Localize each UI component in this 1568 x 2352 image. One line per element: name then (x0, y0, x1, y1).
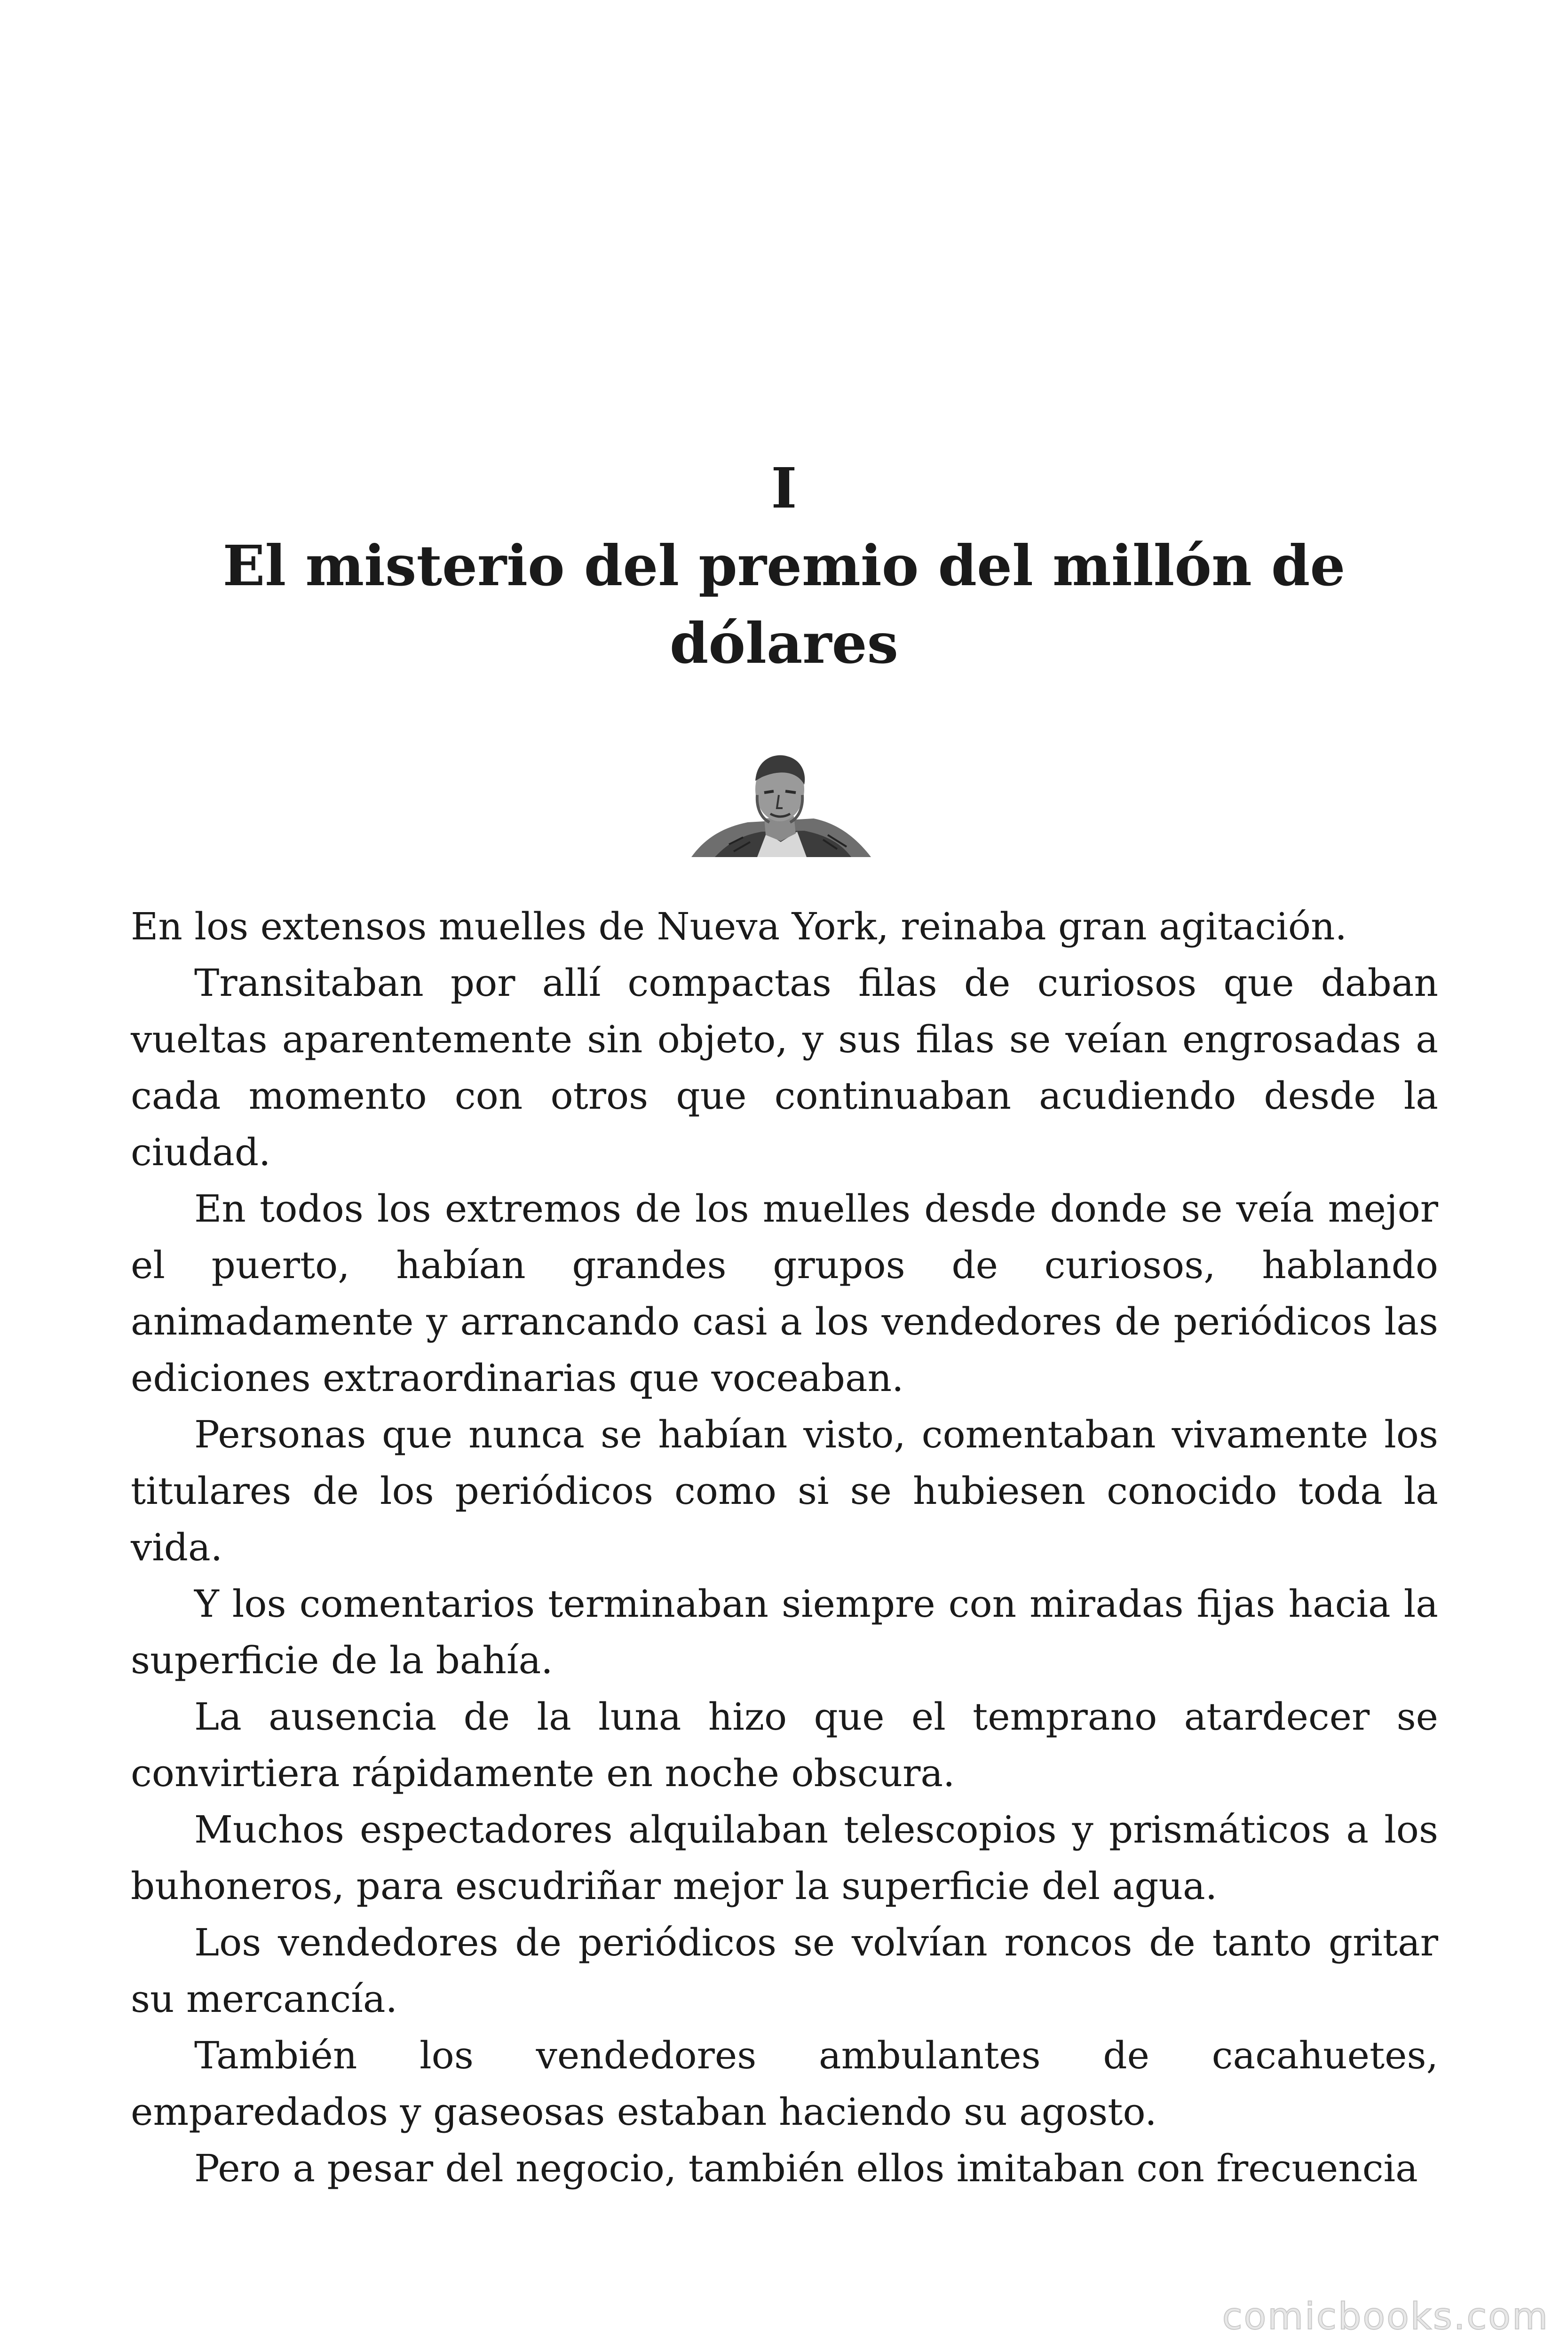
chapter-number: I (771, 455, 797, 521)
paragraph-10: Pero a pesar del negocio, también ellos imitaban con frecuencia (194, 2146, 1418, 2190)
chapter-title-line-1: El misterio del premio del millón de (222, 533, 1346, 598)
paragraph-4: Personas que nunca se habían visto, comentaban vivamente los titulares de los periódicos como si se hubiesen conocido toda la vida. (131, 1413, 1438, 1569)
man-portrait-vignette-icon (687, 748, 875, 861)
paragraph-6: La ausencia de la luna hizo que el temprano atardecer se convirtiera rápidamente en noche obscura. (131, 1695, 1438, 1795)
paragraph-1: En los extensos muelles de Nueva York, reinaba gran agitación. (131, 905, 1347, 948)
paragraph-5: Y los comentarios terminaban siempre con miradas fijas hacia la superficie de la bahía. (131, 1582, 1438, 1682)
body-text (131, 898, 1438, 2197)
chapter-heading (141, 449, 1427, 682)
paragraph-2: Transitaban por allí compactas filas de curiosos que daban vueltas aparentemente sin objeto, y sus filas se veían engrosadas a cada momento con otros que continuaban acudiendo desde la ciudad. (131, 961, 1438, 1174)
paragraph-3: En todos los extremos de los muelles desde donde se veía mejor el puerto, habían grandes grupos de curiosos, hablando animadamente y arrancando casi a los vendedores de periódicos las ediciones extraordinarias que voceaban. (131, 1187, 1438, 1400)
paragraph-9: También los vendedores ambulantes de cacahuetes, emparedados y gaseosas estaban haciendo su agosto. (131, 2034, 1438, 2134)
watermark: comicbooks.com (1222, 2296, 1549, 2338)
paragraph-8: Los vendedores de periódicos se volvían roncos de tanto gritar su mercancía. (131, 1921, 1438, 2021)
paragraph-7: Muchos espectadores alquilaban telescopios y prismáticos a los buhoneros, para escudriñar mejor la superficie del agua. (131, 1808, 1438, 1908)
chapter-title-line-2: dólares (669, 611, 899, 676)
